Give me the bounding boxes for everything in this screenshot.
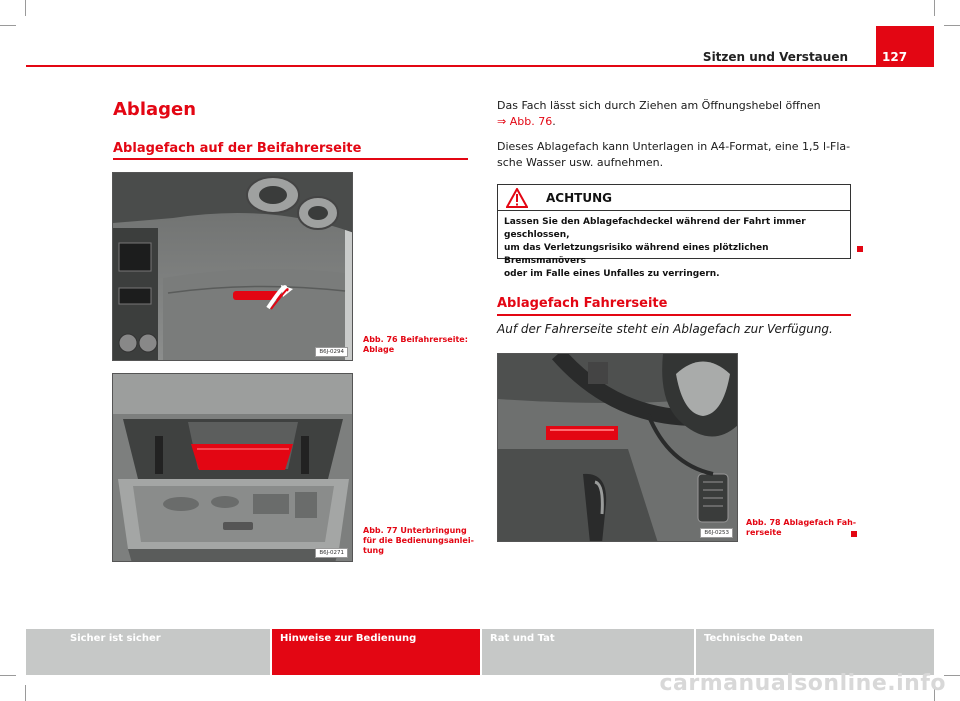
figure-77-glovebox-open: [112, 373, 353, 562]
caption-line: tung: [363, 546, 384, 555]
warning-line: Lassen Sie den Ablagefachdeckel während der Fahrt immer geschlossen,: [504, 217, 806, 240]
footer-tab-rat[interactable]: [482, 629, 694, 675]
crop-mark: [0, 25, 16, 26]
page-number: 127: [882, 50, 908, 64]
crop-mark: [0, 675, 16, 676]
footer-tab-sicher[interactable]: [26, 629, 270, 675]
watermark: carmanualsonline.info: [659, 671, 946, 696]
section-title: Ablagen: [113, 99, 197, 120]
warning-line: um das Verletzungsrisiko während eines plötzlichen Bremsmanövers: [504, 243, 769, 266]
warning-title: ACHTUNG: [546, 191, 612, 205]
caption-line: Ablage: [363, 345, 395, 354]
subsection-heading-passenger: Ablagefach auf der Beifahrerseite: [113, 141, 362, 156]
cross-reference-link[interactable]: ⇒ Abb. 76: [497, 115, 553, 128]
warning-text: [504, 216, 846, 281]
figure-77-caption: [363, 526, 474, 556]
header-rule: [26, 65, 934, 67]
footer-tab-label: Sicher ist sicher: [70, 633, 161, 644]
footer-tab-label: Hinweise zur Bedienung: [280, 633, 417, 644]
running-head: Sitzen und Verstauen: [702, 50, 848, 64]
paragraph-line: sche Wasser usw. aufnehmen.: [497, 156, 664, 169]
heading-rule: [497, 314, 851, 316]
crop-mark: [934, 0, 935, 16]
warning-box: [497, 184, 851, 279]
period: .: [552, 115, 556, 128]
caption-line: Abb. 78 Ablagefach Fah-: [746, 518, 857, 527]
heading-rule: [113, 158, 468, 160]
footer-tab-label: Rat und Tat: [490, 633, 555, 644]
end-of-section-mark: [857, 246, 863, 252]
paragraph-open-lever: [497, 98, 857, 130]
crop-mark: [944, 675, 960, 676]
warning-header: [498, 185, 850, 211]
figure-code: B6J-0271: [315, 548, 348, 558]
warning-line: oder im Falle eines Unfalles zu verringern.: [504, 269, 720, 279]
footer-tab-label: Technische Daten: [704, 633, 803, 644]
figure-code: B6J-0253: [700, 528, 733, 538]
intro-text: Auf der Fahrerseite steht ein Ablagefach zur Verfügung.: [497, 322, 833, 336]
footer-tab-technik[interactable]: [696, 629, 934, 675]
paragraph-line: [497, 114, 857, 130]
figure-76-glovebox-closed: [112, 172, 353, 361]
subsection-heading-driver: Ablagefach Fahrerseite: [497, 296, 668, 311]
crop-mark: [25, 685, 26, 701]
figure-code: B6J-0294: [315, 347, 348, 357]
caption-line: für die Bedienungsanlei-: [363, 536, 474, 545]
paragraph-capacity: [497, 139, 857, 171]
footer-navigation: [26, 629, 934, 675]
paragraph-line: Dieses Ablagefach kann Unterlagen in A4-Format, eine 1,5 l-Fla-: [497, 140, 851, 153]
figure-78-driver-compartment: [497, 353, 738, 542]
caption-line: rerseite: [746, 528, 782, 537]
caption-line: Abb. 76 Beifahrerseite:: [363, 335, 468, 344]
footer-tab-bedienung[interactable]: [272, 629, 480, 675]
figure-76-caption: [363, 335, 468, 355]
warning-triangle-icon: [506, 188, 528, 208]
crop-mark: [944, 25, 960, 26]
caption-line: Abb. 77 Unterbringung: [363, 526, 467, 535]
end-of-section-mark: [851, 531, 857, 537]
crop-mark: [25, 0, 26, 16]
paragraph-line: Das Fach lässt sich durch Ziehen am Öffnungshebel öffnen: [497, 99, 821, 112]
figure-78-caption: [746, 518, 856, 538]
